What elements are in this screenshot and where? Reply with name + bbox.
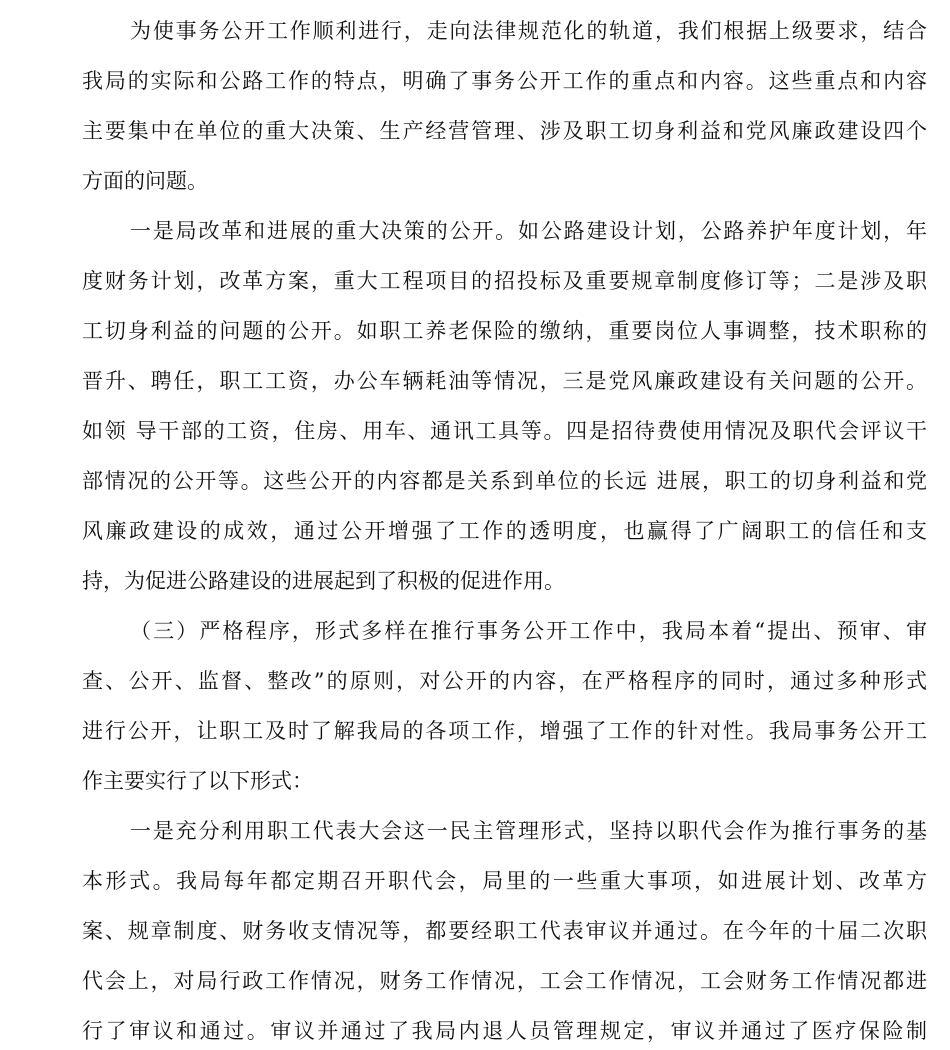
- paragraph-3-line-3: 进行公开，让职工及时了解我局的各项工作，增强了工作的针对性。我局事务公开工: [82, 719, 927, 743]
- paragraph-3-line-1: （三）严格程序，形式多样在推行事务公开工作中，我局本着“提出、预审、审: [130, 619, 927, 643]
- paragraph-3-line-4: 作主要实行了以下形式：: [82, 769, 313, 793]
- paragraph-2-line-6: 部情况的公开等。这些公开的内容都是关系到单位的长远 进展，职工的切身利益和党: [82, 469, 927, 493]
- paragraph-1-line-3: 主要集中在单位的重大决策、生产经营管理、涉及职工切身利益和党风廉政建设四个: [82, 119, 927, 143]
- paragraph-2-line-4: 晋升、聘任，职工工资，办公车辆耗油等情况，三是党风廉政建设有关问题的公开。: [82, 369, 927, 393]
- paragraph-2-line-8: 持，为促进公路建设的进展起到了积极的促进作用。: [82, 569, 565, 593]
- paragraph-1-line-2: 我局的实际和公路工作的特点，明确了事务公开工作的重点和内容。这些重点和内容: [82, 69, 927, 93]
- paragraph-4-line-2: 本形式。我局每年都定期召开职代会，局里的一些重大事项，如进展计划、改革方: [82, 869, 927, 893]
- paragraph-3-line-2: 查、公开、监督、整改”的原则，对公开的内容，在严格程序的同时，通过多种形式: [82, 669, 927, 693]
- paragraph-4-line-5: 行了审议和通过。审议并通过了我局内退人员管理规定，审议并通过了医疗保险制: [82, 1019, 927, 1043]
- paragraph-4-line-1: 一是充分利用职工代表大会这一民主管理形式，坚持以职代会作为推行事务的基: [130, 819, 927, 843]
- paragraph-2-line-5: 如领 导干部的工资，住房、用车、通讯工具等。四是招待费使用情况及职代会评议干: [82, 419, 927, 443]
- paragraph-2-line-1: 一是局改革和进展的重大决策的公开。如公路建设计划，公路养护年度计划，年: [130, 219, 927, 243]
- paragraph-4-line-4: 代会上，对局行政工作情况，财务工作情况，工会工作情况，工会财务工作情况都进: [82, 969, 927, 993]
- paragraph-2-line-3: 工切身利益的问题的公开。如职工养老保险的缴纳，重要岗位人事调整，技术职称的: [82, 319, 927, 343]
- paragraph-1-line-1: 为使事务公开工作顺利进行，走向法律规范化的轨道，我们根据上级要求，结合: [130, 19, 927, 43]
- paragraph-4-line-3: 案、规章制度、财务收支情况等，都要经职工代表审议并通过。在今年的十届二次职: [82, 919, 927, 943]
- paragraph-2-line-2: 度财务计划，改革方案，重大工程项目的招投标及重要规章制度修订等；二是涉及职: [82, 269, 927, 293]
- paragraph-1-line-4: 方面的问题。: [82, 169, 208, 193]
- paragraph-2-line-7: 风廉政建设的成效，通过公开增强了工作的透明度，也赢得了广阔职工的信任和支: [82, 519, 927, 543]
